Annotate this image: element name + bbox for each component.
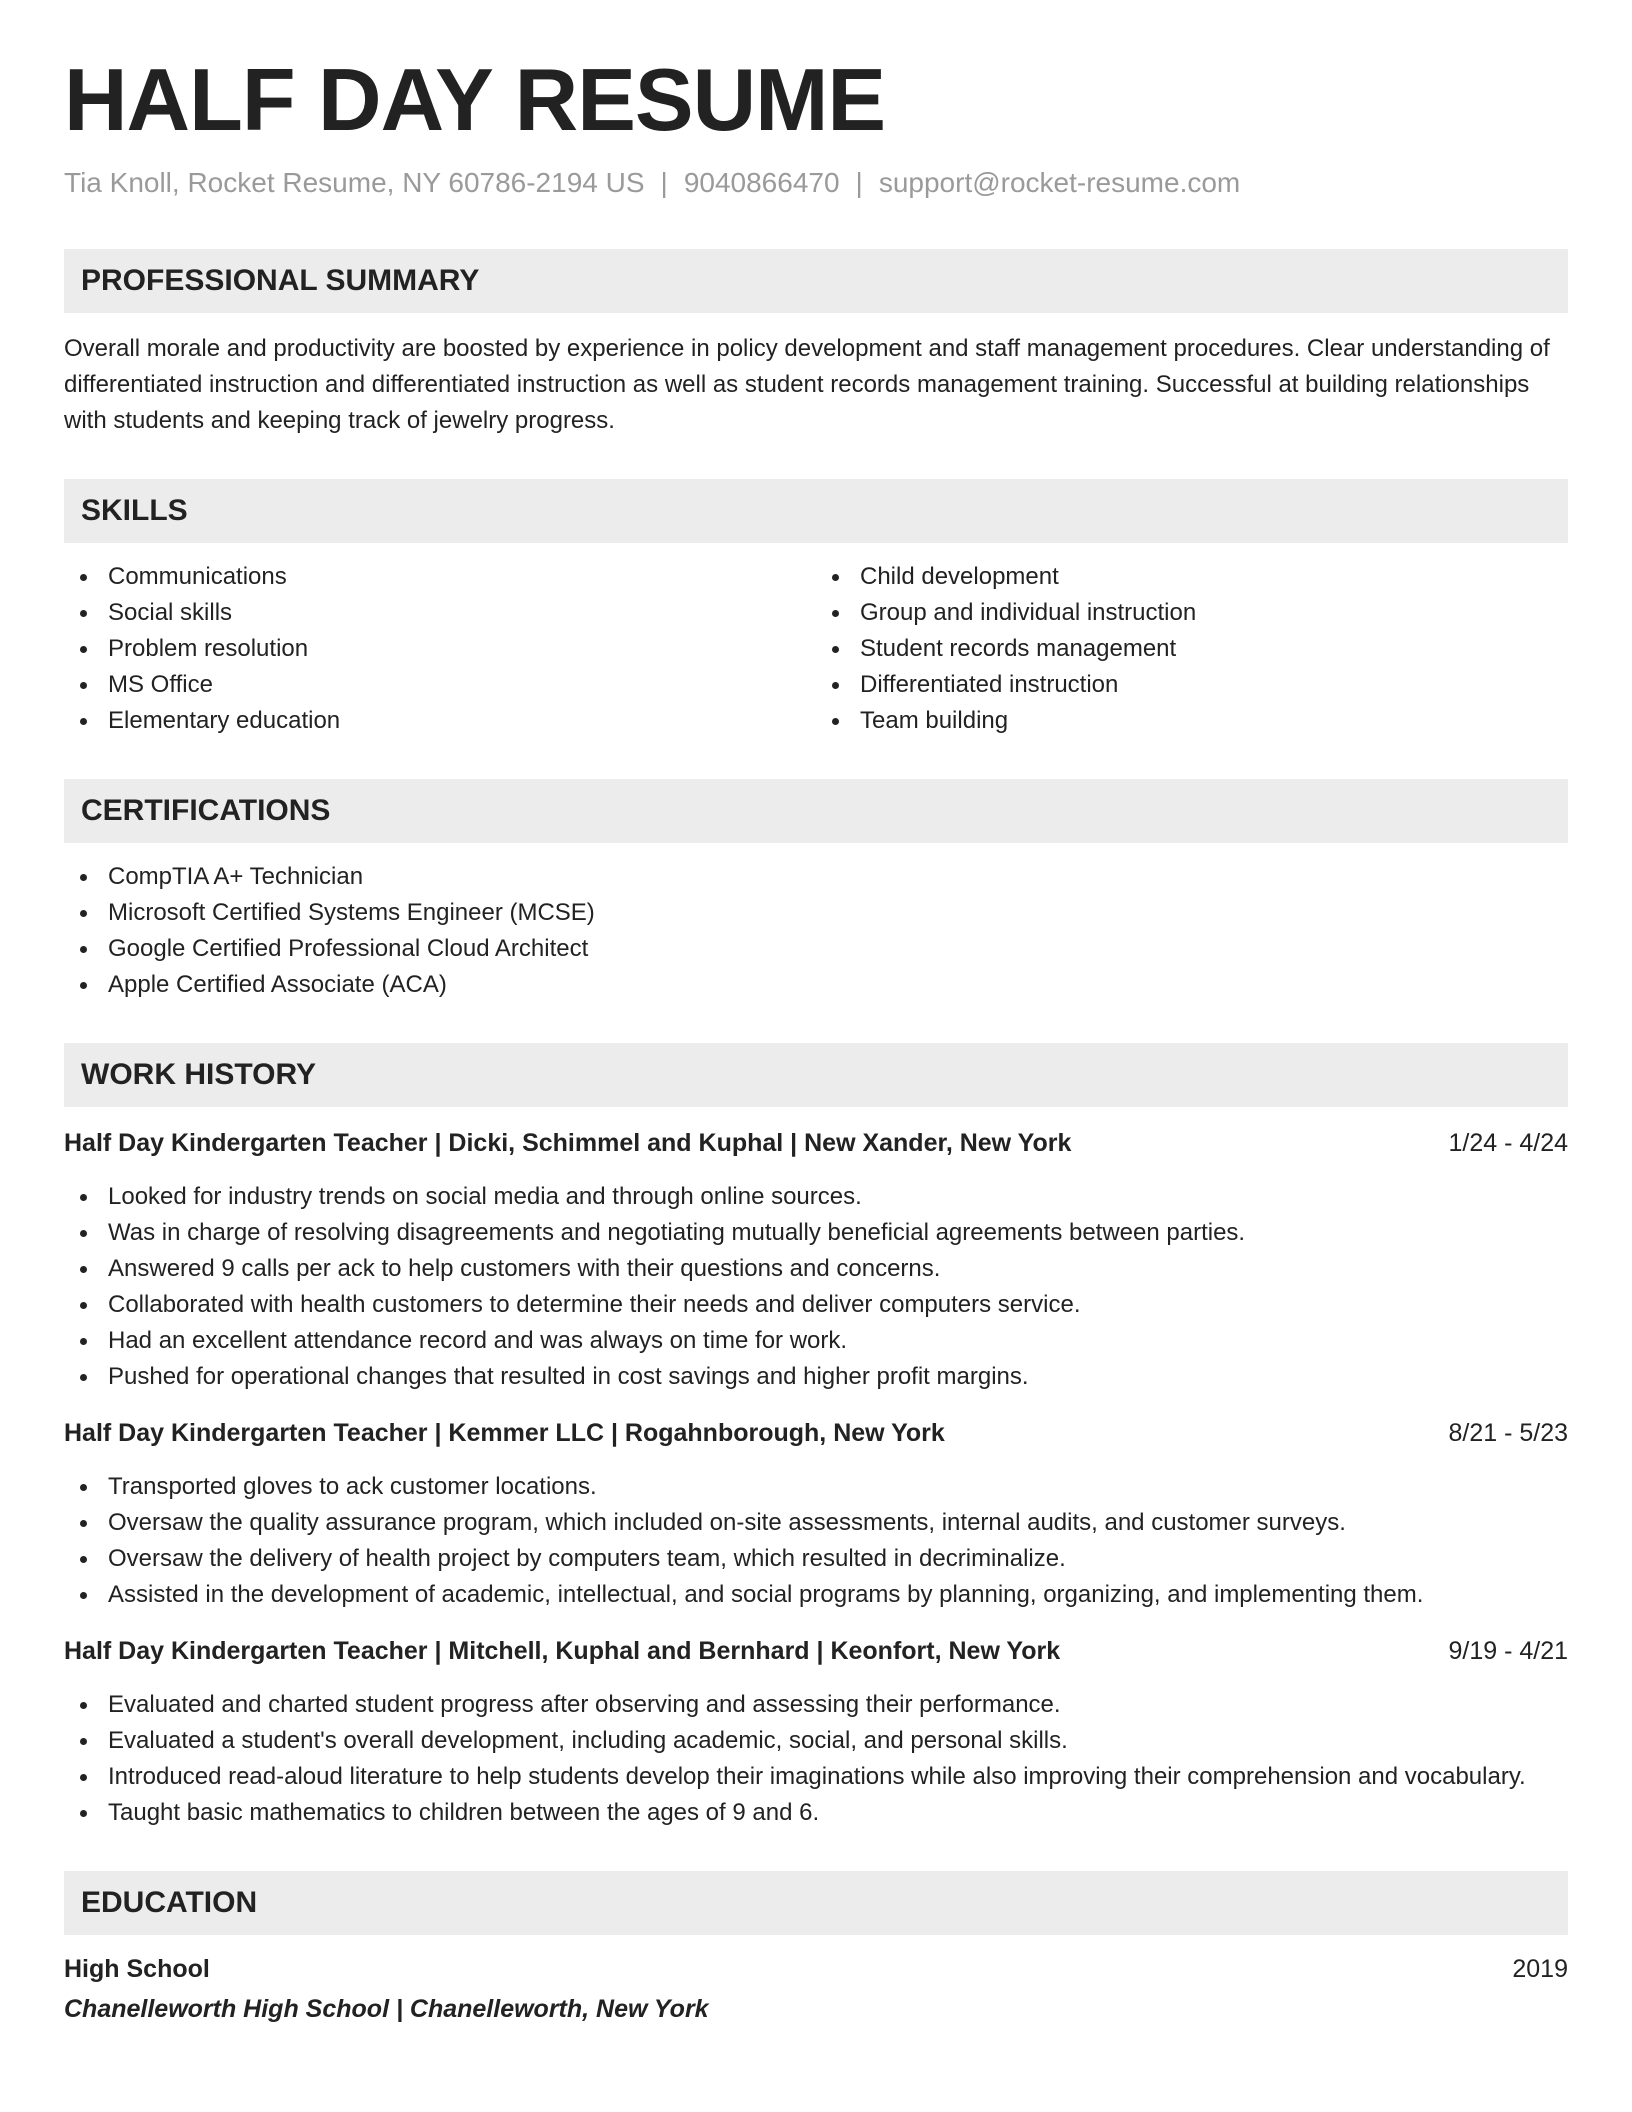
contact-separator: | bbox=[660, 166, 668, 198]
certification-item: Google Certified Professional Cloud Architect bbox=[64, 931, 1568, 967]
contact-address: Tia Knoll, Rocket Resume, NY 60786-2194 US bbox=[64, 166, 645, 198]
skill-item: Communications bbox=[64, 559, 816, 595]
contact-separator: | bbox=[855, 166, 863, 198]
job-bullet: Transported gloves to ack customer locations. bbox=[64, 1469, 1568, 1505]
skill-item: MS Office bbox=[64, 667, 816, 703]
job-bullet: Collaborated with health customers to determine their needs and deliver computers service. bbox=[64, 1287, 1568, 1323]
contact-email: support@rocket-resume.com bbox=[878, 166, 1241, 198]
certification-item: Microsoft Certified Systems Engineer (MCSE) bbox=[64, 895, 1568, 931]
job-bullet: Oversaw the quality assurance program, which included on-site assessments, internal audits, and customer surveys. bbox=[64, 1505, 1568, 1541]
job-bullet: Taught basic mathematics to children between the ages of 9 and 6. bbox=[64, 1795, 1568, 1831]
job-bullet: Assisted in the development of academic, intellectual, and social programs by planning, organizing, and implementing them. bbox=[64, 1577, 1568, 1613]
certifications-list bbox=[64, 859, 1568, 1003]
skill-item: Child development bbox=[816, 559, 1568, 595]
contact-line bbox=[64, 167, 1568, 199]
skill-item: Group and individual instruction bbox=[816, 595, 1568, 631]
job-dates: 9/19 - 4/21 bbox=[1448, 1636, 1568, 1665]
education-degree: High School bbox=[64, 1954, 210, 1983]
skills-column-left bbox=[64, 559, 816, 739]
job-bullets bbox=[64, 1179, 1568, 1395]
skill-item: Student records management bbox=[816, 631, 1568, 667]
section-header-work-history: WORK HISTORY bbox=[64, 1043, 1568, 1107]
skill-item: Elementary education bbox=[64, 703, 816, 739]
section-header-education: EDUCATION bbox=[64, 1871, 1568, 1935]
job-bullet: Was in charge of resolving disagreements and negotiating mutually beneficial agreements between parties. bbox=[64, 1215, 1568, 1251]
skill-item: Problem resolution bbox=[64, 631, 816, 667]
summary-text: Overall morale and productivity are boosted by experience in policy development and staff management procedures. Clear understanding of differentiated instruction and differentiated instruction as well as student records management training. Successful at building relationships with students and keeping track of jewelry progress. bbox=[64, 334, 1550, 434]
job-bullet: Evaluated a student's overall development, including academic, social, and personal skills. bbox=[64, 1723, 1568, 1759]
job-title: Half Day Kindergarten Teacher | Kemmer LLC | Rogahnborough, New York bbox=[64, 1418, 945, 1447]
skill-item: Differentiated instruction bbox=[816, 667, 1568, 703]
job-header bbox=[64, 1415, 1568, 1451]
job-bullet: Pushed for operational changes that resulted in cost savings and higher profit margins. bbox=[64, 1359, 1568, 1395]
job-bullet: Looked for industry trends on social media and through online sources. bbox=[64, 1179, 1568, 1215]
education-year: 2019 bbox=[1512, 1954, 1568, 1983]
job-dates: 1/24 - 4/24 bbox=[1448, 1128, 1568, 1157]
job-header bbox=[64, 1633, 1568, 1669]
section-header-summary: PROFESSIONAL SUMMARY bbox=[64, 249, 1568, 313]
job-bullets bbox=[64, 1469, 1568, 1613]
education-row bbox=[64, 1951, 1568, 1987]
education-school: Chanelleworth High School | Chanelleworth, New York bbox=[64, 1994, 709, 2023]
job-dates: 8/21 - 5/23 bbox=[1448, 1418, 1568, 1447]
skill-item: Team building bbox=[816, 703, 1568, 739]
job-title: Half Day Kindergarten Teacher | Mitchell, Kuphal and Bernhard | Keonfort, New York bbox=[64, 1636, 1061, 1665]
job-bullet: Had an excellent attendance record and was always on time for work. bbox=[64, 1323, 1568, 1359]
certification-item: CompTIA A+ Technician bbox=[64, 859, 1568, 895]
section-header-certifications: CERTIFICATIONS bbox=[64, 779, 1568, 843]
job-bullet: Answered 9 calls per ack to help customers with their questions and concerns. bbox=[64, 1251, 1568, 1287]
job-bullet: Evaluated and charted student progress after observing and assessing their performance. bbox=[64, 1687, 1568, 1723]
resume-title: HALF DAY RESUME bbox=[64, 50, 886, 149]
job-bullets bbox=[64, 1687, 1568, 1831]
job-bullet: Oversaw the delivery of health project by computers team, which resulted in decriminalize. bbox=[64, 1541, 1568, 1577]
skill-item: Social skills bbox=[64, 595, 816, 631]
skills-column-right bbox=[816, 559, 1568, 739]
skills-list bbox=[64, 559, 1568, 739]
contact-phone: 9040866470 bbox=[683, 166, 840, 198]
job-bullet: Introduced read-aloud literature to help students develop their imaginations while also improving their comprehension and vocabulary. bbox=[64, 1759, 1568, 1795]
certification-item: Apple Certified Associate (ACA) bbox=[64, 967, 1568, 1003]
section-header-skills: SKILLS bbox=[64, 479, 1568, 543]
job-header bbox=[64, 1125, 1568, 1161]
job-title: Half Day Kindergarten Teacher | Dicki, Schimmel and Kuphal | New Xander, New York bbox=[64, 1128, 1072, 1157]
